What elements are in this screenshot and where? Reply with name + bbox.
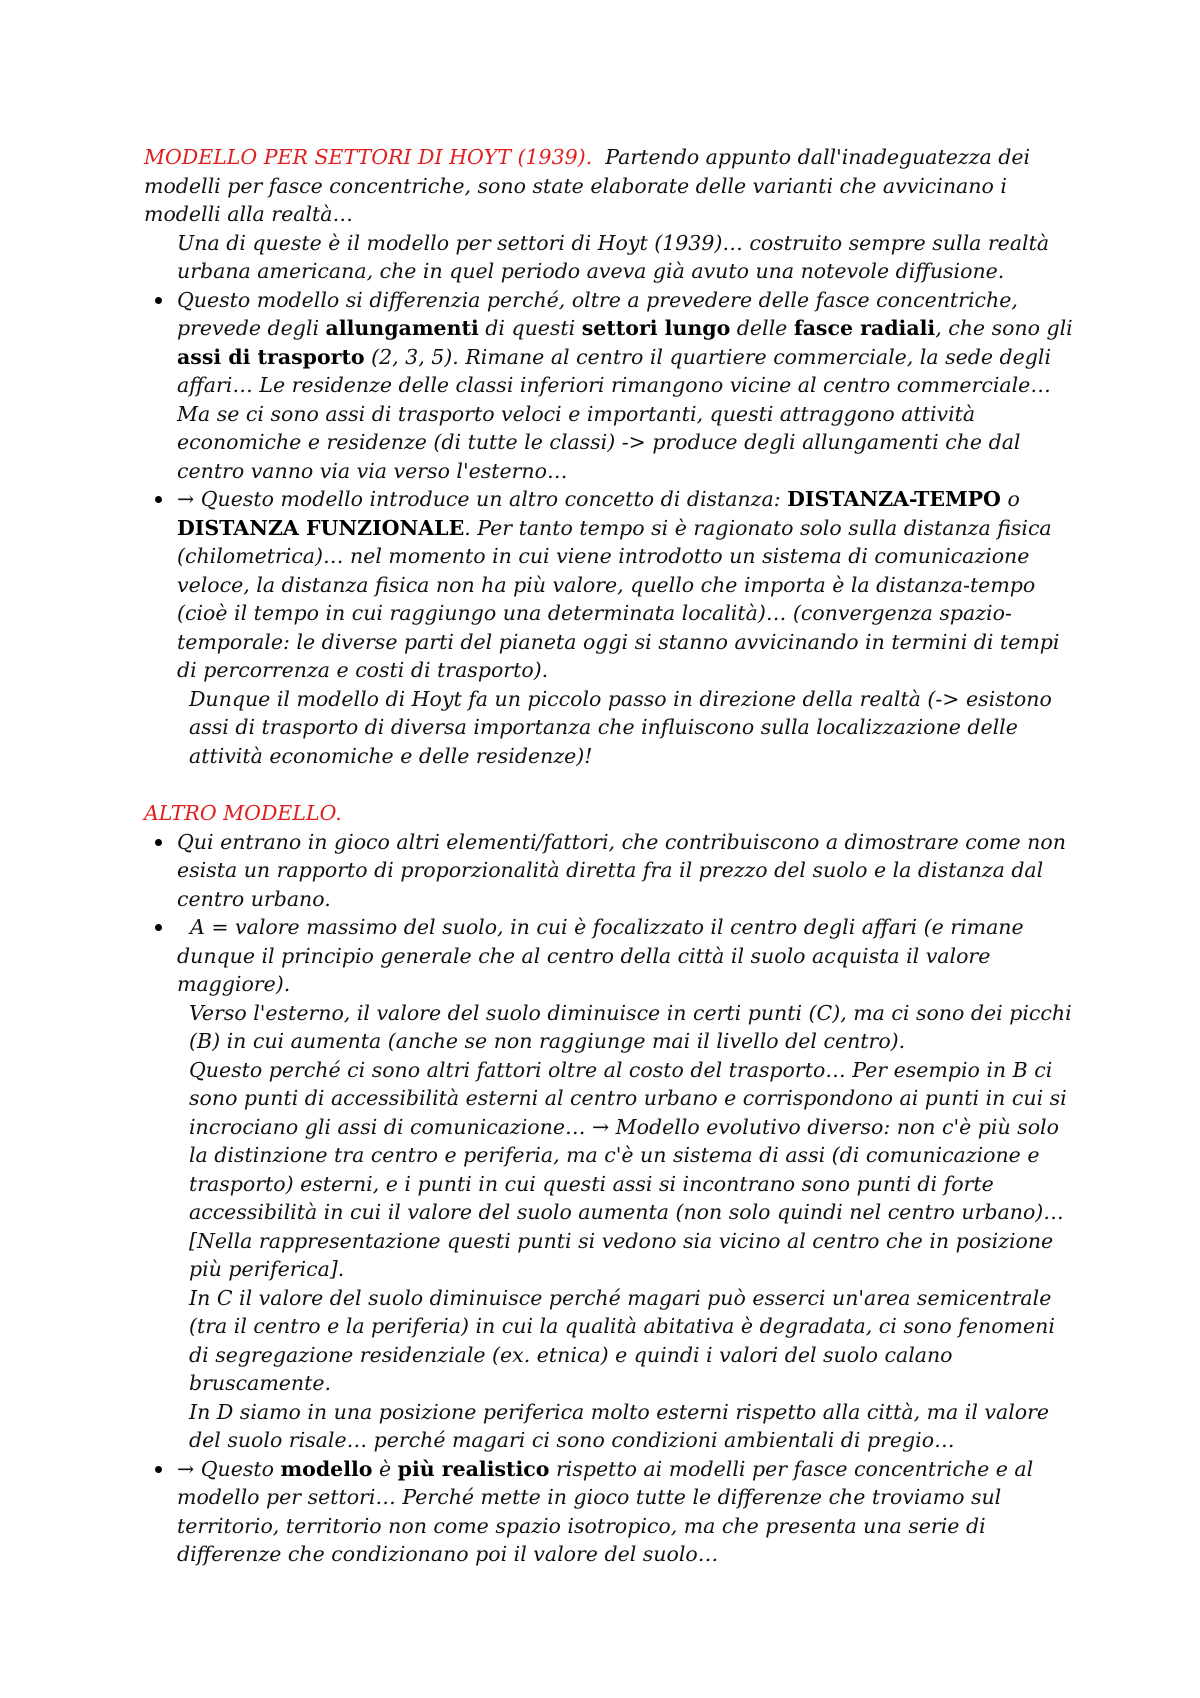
- section2-paragraph-1: Verso l'esterno, il valore del suolo diminuisce in certi punti (C), ma ci sono dei picchi (B) in cui aumenta (anche se non raggiunge mai il livello del centro).: [189, 1000, 1072, 1053]
- bullet-icon: [155, 839, 162, 846]
- bullet-icon: [155, 297, 162, 304]
- section2-paragraph-3: In C il valore del suolo diminuisce perché magari può esserci un'area semicentrale (tra il centro e la periferia) in cui la qualità abitativa è degradata, ci sono fenomeni di segregazione residenziale (ex. etnica) e quindi i valori del suolo calano bruscamente.: [189, 1285, 1055, 1395]
- section2-bullet-list: [144, 828, 1080, 999]
- section1-heading: MODELLO PER SETTORI DI HOYT (1939).: [144, 145, 593, 169]
- bullet-icon: [155, 1466, 162, 1473]
- bullet-icon: [155, 924, 162, 931]
- list-item: Questo modello si differenzia perché, oltre a prevedere delle fasce concentriche, prevede degli allungamenti di questi settori lungo delle fasce radiali, che sono gli assi di trasporto (2, 3, 5). Rimane al centro il quartiere commerciale, la sede degli affari… Le residenze delle classi inferiori rimangono vicine al centro commerciale… Ma se ci sono assi di trasporto veloci e importanti, questi attraggono attività economiche e residenze (di tutte le classi) -> produce degli allungamenti che dal centro vanno via via verso l'esterno…: [144, 286, 1080, 486]
- section2-paragraph-2: Questo perché ci sono altri fattori oltre al costo del trasporto… Per esempio in B ci sono punti di accessibilità esterni al centro urbano e corrispondono ai punti in cui si incrociano gli assi di comunicazione… → Modello evolutivo diverso: non c'è più solo la distinzione tra centro e periferia, ma c'è un sistema di assi (di comunicazione e trasporto) esterni, e i punti in cui questi assi si incontrano sono punti di forte accessibilità in cui il valore del suolo aumenta (non solo quindi nel centro urbano)… [Nella rappresentazione questi punti si vedono sia vicino al centro che in posizione più periferica].: [189, 1057, 1067, 1281]
- section1-paragraph-2: Dunque il modello di Hoyt fa un piccolo passo in direzione della realtà (-> esistono assi di trasporto di diversa importanza che influiscono sulla localizzazione delle attività economiche e delle residenze)!: [189, 686, 1052, 768]
- section2-bullet-list-2: [144, 1455, 1080, 1569]
- section1-intro-paragraph: [144, 143, 1080, 229]
- list-item: Qui entrano in gioco altri elementi/fattori, che contribuiscono a dimostrare come non esista un rapporto di proporzionalità diretta fra il prezzo del suolo e la distanza dal centro urbano.: [144, 828, 1080, 914]
- list-item: A = valore massimo del suolo, in cui è focalizzato il centro degli affari (e rimane dunque il principio generale che al centro della città il suolo acquista il valore maggiore).: [144, 913, 1080, 999]
- section1-intro-text: Partendo appunto dall'inadeguatezza dei modelli per fasce concentriche, sono state elaborate delle varianti che avvicinano i modelli alla realtà…: [144, 145, 1031, 226]
- section2-paragraph-4: In D siamo in una posizione periferica molto esterni rispetto alla città, ma il valore del suolo risale… perché magari ci sono condizioni ambientali di pregio…: [189, 1399, 1050, 1452]
- list-item: → Questo modello è più realistico rispetto ai modelli per fasce concentriche e al modello per settori… Perché mette in gioco tutte le differenze che troviamo sul territorio, territorio non come spazio isotropico, ma che presenta una serie di differenze che condizionano poi il valore del suolo…: [144, 1455, 1080, 1569]
- section1-bullet-list: [144, 286, 1080, 685]
- section-spacer: [144, 770, 1080, 799]
- bullet-icon: [155, 496, 162, 503]
- section2-heading: ALTRO MODELLO.: [144, 801, 342, 825]
- list-item: → Questo modello introduce un altro concetto di distanza: DISTANZA-TEMPO o DISTANZA FUNZIONALE. Per tanto tempo si è ragionato solo sulla distanza fisica (chilometrica)… nel momento in cui viene introdotto un sistema di comunicazione veloce, la distanza fisica non ha più valore, quello che importa è la distanza-tempo (cioè il tempo in cui raggiungo una determinata località)… (convergenza spazio-temporale: le diverse parti del pianeta oggi si stanno avvicinando in termini di tempi di percorrenza e costi di trasporto).: [144, 485, 1080, 685]
- section1-paragraph-1: Una di queste è il modello per settori di Hoyt (1939)… costruito sempre sulla realtà urbana americana, che in quel periodo aveva già avuto una notevole diffusione.: [177, 230, 1050, 283]
